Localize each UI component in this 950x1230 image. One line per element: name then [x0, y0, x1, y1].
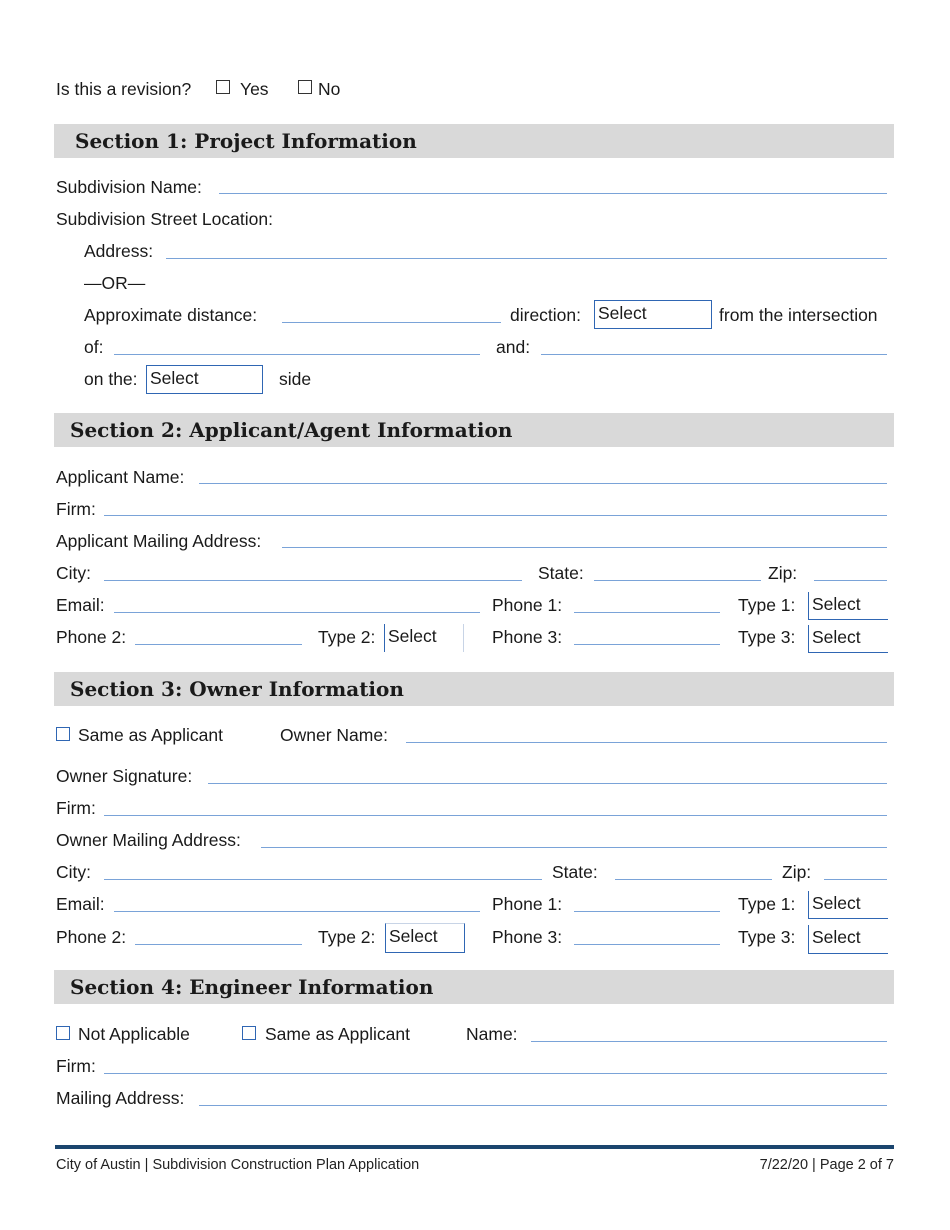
owner-phone1-label: Phone 1: — [492, 894, 563, 914]
applicant-phone2-field[interactable] — [135, 644, 302, 645]
applicant-state-label: State: — [538, 563, 584, 583]
revision-yes-checkbox[interactable] — [216, 80, 230, 94]
owner-zip-field[interactable] — [824, 879, 887, 880]
applicant-firm-field[interactable] — [104, 515, 887, 516]
section-4-title: Section 4: Engineer Information — [70, 975, 434, 999]
footer-rule — [55, 1145, 894, 1149]
applicant-phone3-label: Phone 3: — [492, 627, 563, 647]
applicant-zip-label: Zip: — [768, 563, 798, 583]
intersection-street-1-field[interactable] — [114, 354, 480, 355]
applicant-type2-select[interactable]: Select — [384, 624, 464, 652]
applicant-type1-select[interactable]: Select — [808, 592, 888, 620]
or-separator: —OR— — [84, 273, 146, 293]
engineer-mailing-address-field[interactable] — [199, 1105, 887, 1106]
applicant-name-field[interactable] — [199, 483, 887, 484]
address-label: Address: — [84, 241, 154, 261]
approx-distance-label: Approximate distance: — [84, 305, 258, 325]
applicant-email-label: Email: — [56, 595, 105, 615]
engineer-firm-field[interactable] — [104, 1073, 887, 1074]
applicant-phone1-field[interactable] — [574, 612, 720, 613]
owner-mailing-address-label: Owner Mailing Address: — [56, 830, 241, 850]
owner-type3-select[interactable]: Select — [808, 925, 888, 954]
owner-type1-select[interactable]: Select — [808, 891, 888, 919]
applicant-city-field[interactable] — [104, 580, 522, 581]
applicant-phone3-field[interactable] — [574, 644, 720, 645]
revision-question: Is this a revision? — [56, 79, 192, 99]
revision-no-checkbox[interactable] — [298, 80, 312, 94]
owner-type2-select[interactable]: Select — [385, 923, 465, 953]
engineer-not-applicable-label: Not Applicable — [78, 1024, 190, 1044]
section-3-title: Section 3: Owner Information — [70, 677, 404, 701]
side-select[interactable]: Select — [146, 365, 263, 394]
applicant-mailing-address-label: Applicant Mailing Address: — [56, 531, 262, 551]
revision-no-label: No — [318, 79, 341, 99]
engineer-firm-label: Firm: — [56, 1056, 96, 1076]
engineer-same-as-applicant-checkbox[interactable] — [242, 1026, 256, 1040]
applicant-phone2-label: Phone 2: — [56, 627, 127, 647]
owner-city-field[interactable] — [104, 879, 542, 880]
applicant-type2-label: Type 2: — [318, 627, 376, 647]
applicant-name-label: Applicant Name: — [56, 467, 185, 487]
applicant-phone1-label: Phone 1: — [492, 595, 563, 615]
owner-name-field[interactable] — [406, 742, 887, 743]
footer-page-info: 7/22/20 | Page 2 of 7 — [759, 1157, 894, 1173]
engineer-not-applicable-checkbox[interactable] — [56, 1026, 70, 1040]
intersection-street-2-field[interactable] — [541, 354, 887, 355]
approx-distance-field[interactable] — [282, 322, 501, 323]
revision-yes-label: Yes — [240, 79, 269, 99]
owner-name-label: Owner Name: — [280, 725, 388, 745]
engineer-mailing-address-label: Mailing Address: — [56, 1088, 185, 1108]
owner-signature-label: Owner Signature: — [56, 766, 193, 786]
applicant-mailing-address-field[interactable] — [282, 547, 887, 548]
section-2-title: Section 2: Applicant/Agent Information — [70, 418, 513, 442]
owner-state-label: State: — [552, 862, 598, 882]
applicant-city-label: City: — [56, 563, 91, 583]
applicant-zip-field[interactable] — [814, 580, 887, 581]
engineer-same-as-applicant-label: Same as Applicant — [265, 1024, 410, 1044]
owner-phone2-field[interactable] — [135, 944, 302, 945]
engineer-name-field[interactable] — [531, 1041, 887, 1042]
owner-phone2-label: Phone 2: — [56, 927, 127, 947]
owner-signature-field[interactable] — [208, 783, 887, 784]
applicant-type1-label: Type 1: — [738, 595, 796, 615]
applicant-type3-label: Type 3: — [738, 627, 796, 647]
section-4-header — [54, 970, 894, 1004]
section-1-title: Section 1: Project Information — [75, 129, 417, 153]
direction-select[interactable]: Select — [594, 300, 712, 329]
section-1-header — [54, 124, 894, 158]
owner-type1-label: Type 1: — [738, 894, 796, 914]
subdivision-name-field[interactable] — [219, 193, 887, 194]
owner-zip-label: Zip: — [782, 862, 812, 882]
engineer-name-label: Name: — [466, 1024, 518, 1044]
side-label: side — [279, 369, 312, 389]
applicant-type3-select[interactable]: Select — [808, 625, 888, 653]
owner-phone3-label: Phone 3: — [492, 927, 563, 947]
owner-type3-label: Type 3: — [738, 927, 796, 947]
owner-mailing-address-field[interactable] — [261, 847, 887, 848]
street-location-label: Subdivision Street Location: — [56, 209, 273, 229]
owner-same-as-applicant-checkbox[interactable] — [56, 727, 70, 741]
applicant-email-field[interactable] — [114, 612, 480, 613]
owner-email-field[interactable] — [114, 911, 480, 912]
on-the-label: on the: — [84, 369, 138, 389]
section-3-header — [54, 672, 894, 706]
owner-state-field[interactable] — [615, 879, 772, 880]
from-intersection-label: from the intersection — [719, 305, 878, 325]
owner-firm-label: Firm: — [56, 798, 96, 818]
of-label: of: — [84, 337, 104, 357]
owner-type2-label: Type 2: — [318, 927, 376, 947]
owner-city-label: City: — [56, 862, 91, 882]
section-2-header — [54, 413, 894, 447]
subdivision-name-label: Subdivision Name: — [56, 177, 202, 197]
owner-phone1-field[interactable] — [574, 911, 720, 912]
footer-left-text: City of Austin | Subdivision Construction Plan Application — [56, 1157, 420, 1173]
owner-same-as-applicant-label: Same as Applicant — [78, 725, 223, 745]
owner-email-label: Email: — [56, 894, 105, 914]
direction-label: direction: — [510, 305, 582, 325]
applicant-firm-label: Firm: — [56, 499, 96, 519]
and-label: and: — [496, 337, 531, 357]
applicant-state-field[interactable] — [594, 580, 761, 581]
owner-phone3-field[interactable] — [574, 944, 720, 945]
address-field[interactable] — [166, 258, 887, 259]
owner-firm-field[interactable] — [104, 815, 887, 816]
